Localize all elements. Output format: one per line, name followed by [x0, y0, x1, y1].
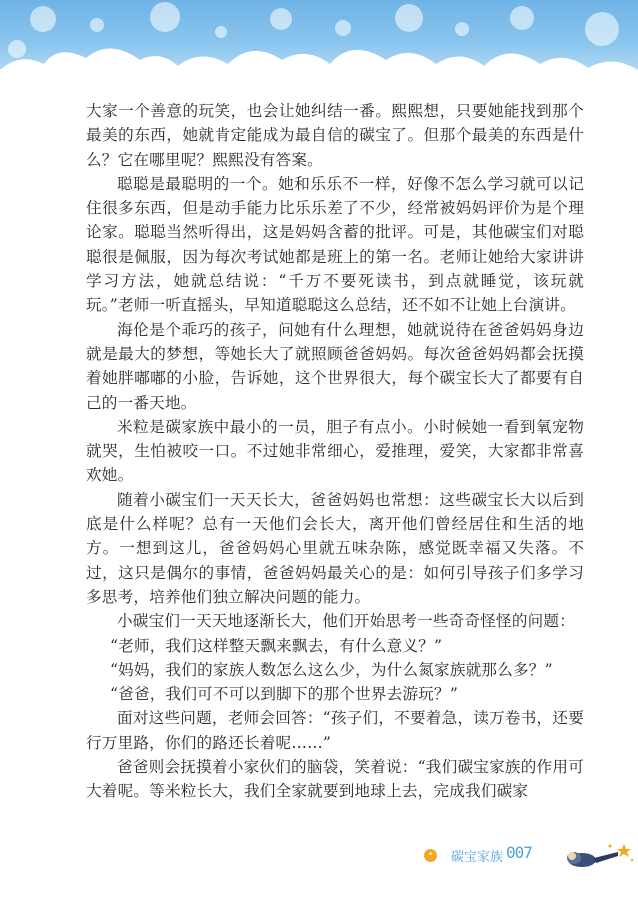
paragraph-2: 聪聪是最聪明的一个。她和乐乐不一样，好像不怎么学习就可以记住很多东西，但是动手能力比乐乐差了不少，经常被妈妈评价为是个理论家。聪聪当然听得出，这是妈妈含蓄的批评。可是，其他碳宝们对聪聪很是佩服，因为每次考试她都是班上的第一名。老师让她给大家讲讲学习方法，她就总结说：“千万不要死读书，到点就睡觉，该玩就玩。”老师一听直摇头，早知道聪聪这么总结，还不如不让她上台演讲。 [86, 174, 584, 315]
page-footer [0, 838, 638, 898]
article-body [86, 99, 584, 804]
flying-character-icon [560, 838, 635, 872]
footer-book-title: 碳宝家族 [451, 850, 504, 865]
paragraph-7: 面对这些问题，老师会回答：“孩子们，不要着急，读万卷书，还要行万里路，你们的路还长着呢……” [86, 709, 584, 752]
quote-mother: “妈妈，我们的家族人数怎么这么少，为什么氮家族就那么多？” [110, 660, 553, 679]
paragraph-3: 海伦是个乖巧的孩子，问她有什么理想，她就说待在爸爸妈妈身边就是最大的梦想，等她长大了就照顾爸爸妈妈。每次爸爸妈妈都会抚摸着她胖嘟嘟的小脸，告诉她，这个世界很大，每个碳宝长大了都要有自己的一番天地。 [86, 320, 584, 412]
footer-dot-icon: • [424, 849, 437, 862]
quote-father: “爸爸，我们可不可以到脚下的那个世界去游玩？” [110, 685, 459, 704]
paragraph-6: 小碳宝们一天天地逐渐长大，他们开始思考一些奇奇怪怪的问题： [117, 612, 576, 631]
header-clouds [0, 30, 638, 110]
page-number: 007 [506, 843, 532, 862]
paragraph-1: 大家一个善意的玩笑，也会让她纠结一番。熙熙想，只要她能找到那个最美的东西，她就肯定能成为最自信的碳宝了。但那个最美的东西是什么？它在哪里呢？熙熙没有答案。 [86, 102, 584, 169]
paragraph-4: 米粒是碳家族中最小的一员，胆子有点小。小时候她一看到氧宠物就哭，生怕被咬一口。不过她非常细心，爱推理，爱笑，大家都非常喜欢她。 [86, 417, 584, 485]
quote-teacher: “老师，我们这样整天飘来飘去，有什么意义？” [110, 636, 443, 655]
paragraph-5: 随着小碳宝们一天天长大，爸爸妈妈也常想：这些碳宝长大以后到底是什么样呢？总有一天他们会长大，离开他们曾经居住和生活的地方。一想到这儿，爸爸妈妈心里就五味杂陈，感觉既幸福又失落。不过，这只是偶尔的事情，爸爸妈妈最关心的是：如何引导孩子们多学习多思考，培养他们独立解决问题的能力。 [86, 490, 584, 606]
paragraph-8: 爸爸则会抚摸着小家伙们的脑袋，笑着说：“我们碳宝家族的作用可大着呢。等米粒长大，我们全家就要到地球上去，完成我们碳家 [86, 758, 584, 801]
